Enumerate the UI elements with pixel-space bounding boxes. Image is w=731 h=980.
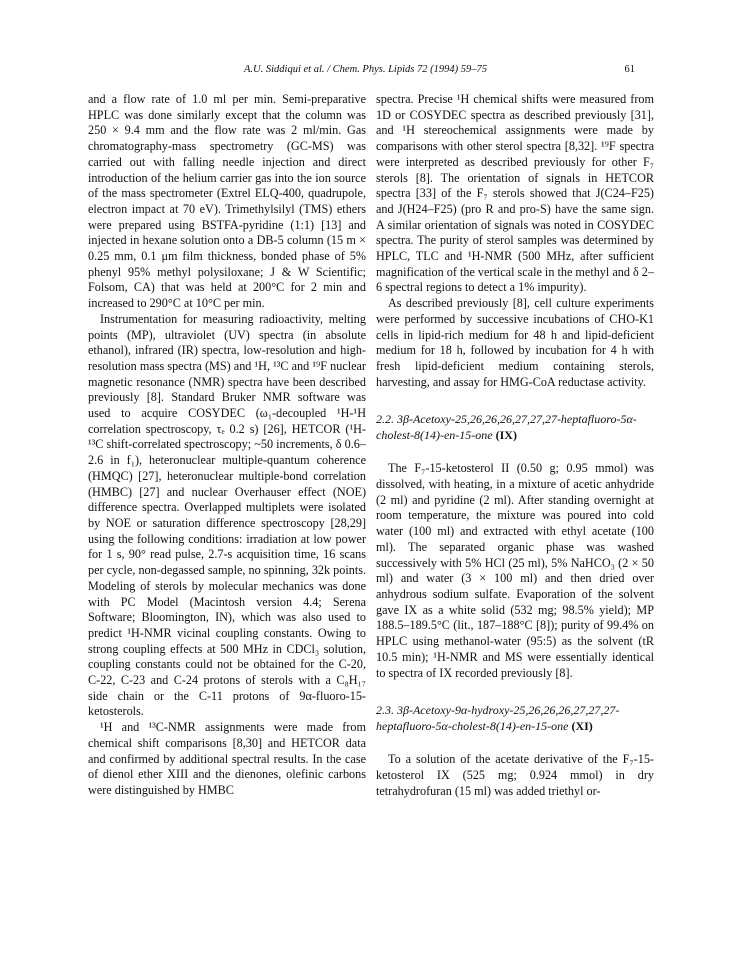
paragraph-synthesis-xi: To a solution of the acetate derivative of the F₇-15-ketosterol IX (525 mg; 0.924 mmol) in dry tetrahydrofuran (15 ml) was added triethyl or- — [376, 752, 654, 798]
paragraph-spectra: spectra. Precise ¹H chemical shifts were measured from 1D or COSYDEC spectra as described previously [31], and ¹H stereochemical assignments were made by comparisons with other sterol spectra [8,32]. ¹⁹F spectra were interpreted as described previously for other F₇ sterols [8]. The orientation of signals in HETCOR spectra [33] of the F₇ sterols showed that J(C24–F25) and J(H24–F25) (pro R and pro-S) have the same sign. A similar orientation of signals was noted in COSYDEC spectra. The purity of sterol samples was determined by HPLC, TLC and ¹H-NMR (500 MHz, after sufficient magnification of the vertical scale in the methyl and δ 2–6 spectral regions to detect a 1% impurity). — [376, 92, 654, 295]
right-column — [376, 92, 654, 799]
compound-label: (XI) — [571, 718, 593, 733]
page-number: 61 — [624, 64, 635, 75]
section-heading-2-3 — [376, 703, 654, 734]
section-title: 2.2. 3β-Acetoxy-25,26,26,26,27,27,27-heptafluoro-5α-cholest-8(14)-en-15-one — [376, 412, 637, 442]
paragraph-nmr-assignments: ¹H and ¹³C-NMR assignments were made from chemical shift comparisons [8,30] and HETCOR data and confirmed by additional spectral results. In the case of dienol ether XIII and the dienones, olefinic carbons were distinguished by HMBC — [88, 720, 366, 797]
paragraph-synthesis-ix: The F₇-15-ketosterol II (0.50 g; 0.95 mmol) was dissolved, with heating, in a mixture of acetic anhydride (2 ml) and pyridine (2 ml). After standing overnight at room temperature, the mixture was poured into cold water (100 ml) and extracted with ethyl acetate (100 ml). The separated organic phase was washed successively with 5% HCl (25 ml), 5% NaHCO₃ (2 × 50 ml) and water (3 × 100 ml) and then dried over anhydrous sodium sulfate. Evaporation of the solvent gave IX as a white solid (532 mg; 98.5% yield); MP 188.5–189.5°C (lit., 187–188°C [8]); purity of 99.4% on HPLC using methanol-water (95:5) as the solvent (tR 10.5 min); ¹H-NMR and MS were essentially identical to spectra of IX recorded previously [8]. — [376, 461, 654, 680]
running-head: A.U. Siddiqui et al. / Chem. Phys. Lipids 72 (1994) 59–75 — [244, 64, 487, 75]
paragraph-instrumentation: Instrumentation for measuring radioactivity, melting points (MP), ultraviolet (UV) spectra (in absolute ethanol), infrared (IR) spectra, low-resolution and high-resolution mass spectra (MS) and ¹H, ¹³C and ¹⁹F nuclear magnetic resonance (NMR) spectra have been described previously [8]. Standard Bruker NMR software was used to acquire COSYDEC (ω₁-decoupled ¹H-¹H correlation spectroscopy, τₑ 0.2 s) [26], HETCOR (¹H-¹³C shift-correlated spectroscopy; ~50 increments, δ 0.6–2.6 in f₁), heteronuclear multiple-quantum coherence (HMQC) [27], heteronuclear multiple-bond correlation (HMBC) [27] and nuclear Overhauser effect (NOE) difference spectra. Overlapped multiplets were isolated by NOE or saturation difference spectroscopy [28,29] using the following conditions: irradiation at low power for 1 s, 90° read pulse, 2.7-s acquisition time, 16 scans per cycle, non-degassed sample, no spinning, 32k points. Modeling of sterols by molecular mechanics was done with PC Model (Macintosh version 4.4; Serena Software; Bloomington, IN), which was also used to predict ¹H-NMR vicinal coupling constants. Owing to strong coupling effects at 500 MHz in CDCl₃ solution, coupling constants could not be obtained for the C-20, C-22, C-23 and C-24 protons of sterols with a C₈H₁₇ side chain or the C-11 protons of 9α-fluoro-15-ketosterols. — [88, 311, 366, 719]
section-title: 2.3. 3β-Acetoxy-9α-hydroxy-25,26,26,26,27,27,27-heptafluoro-5α-cholest-8(14)-en-15-one — [376, 703, 620, 733]
left-column — [88, 92, 366, 799]
page-header — [0, 64, 731, 80]
section-heading-2-2 — [376, 412, 654, 443]
compound-label: (IX) — [495, 427, 517, 442]
paragraph-cell-culture: As described previously [8], cell culture experiments were performed by successive incubations of CHO-K1 cells in lipid-rich medium for 48 h and lipid-deficient medium for 18 h, followed by incubation for 4 h with fresh lipid-deficient medium containing sterols, harvesting, and assay for HMG-CoA reductase activity. — [376, 296, 654, 389]
paragraph-gcms-methods: and a flow rate of 1.0 ml per min. Semi-preparative HPLC was done similarly except that the column was 250 × 9.4 mm and the flow rate was 2 ml/min. Gas chromatography-mass spectrometry (GC-MS) was carried out with falling needle injection and direct introduction of the helium carrier gas into the ion source of the mass spectrometer (Extrel ELQ-400, quadrupole, electron impact at 70 eV). Trimethylsilyl (TMS) ethers were prepared using BSTFA-pyridine (1:1) [13] and injected in hexane solution onto a DB-5 column (15 m × 0.25 mm, 0.1 μm film thickness, bonded phase of 5% phenyl 95% methyl polysiloxane; J & W Scientific; Folsom, CA) that was held at 200°C for 2 min and increased to 290°C at 10°C per min. — [88, 92, 366, 311]
